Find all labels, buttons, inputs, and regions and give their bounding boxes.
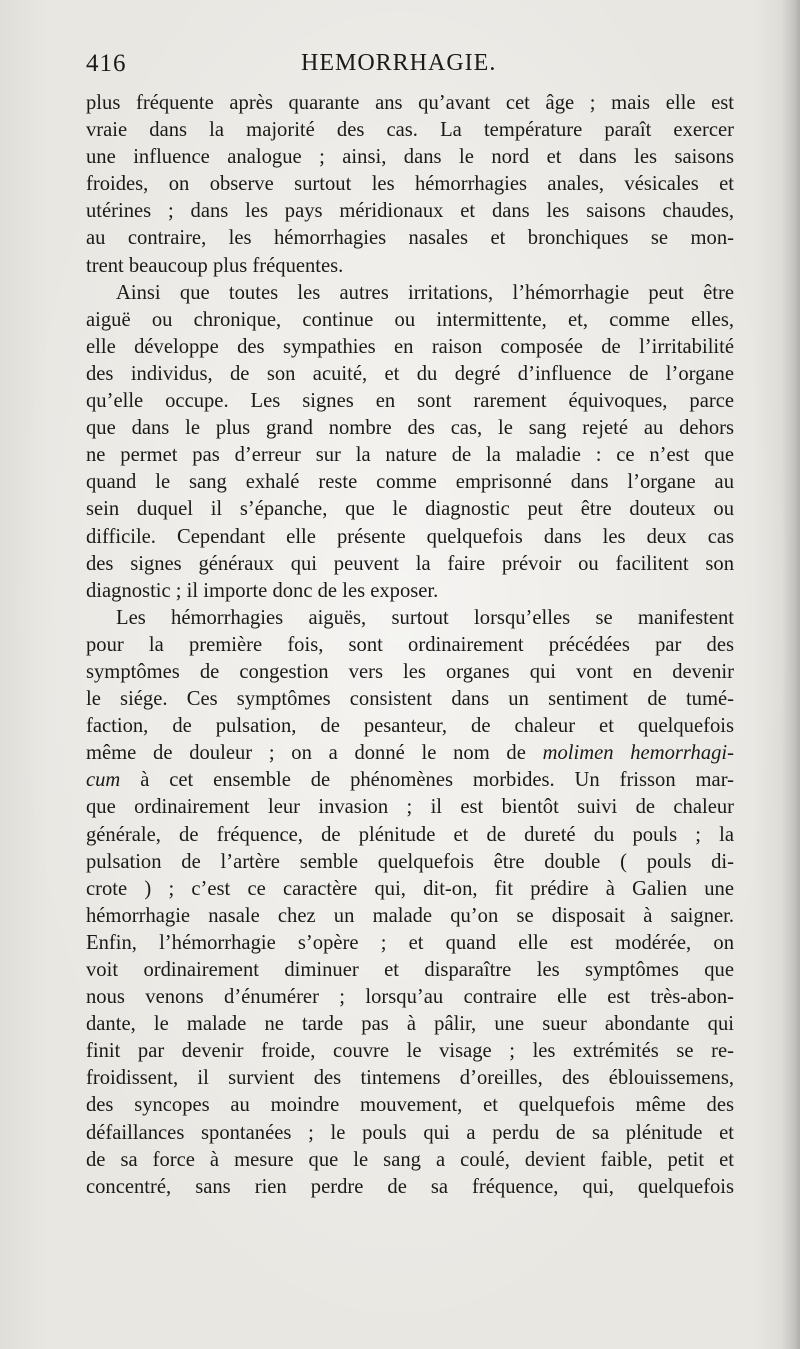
page-number: 416: [86, 50, 127, 77]
text-line: que ordinairement leur invasion ; il est bientôt suivi de chaleur: [86, 796, 734, 819]
text-line: diagnostic ; il importe donc de les exposer.: [86, 579, 439, 602]
text-line: nous venons d’énumérer ; lorsqu’au contraire elle est très-abon-: [86, 986, 734, 1009]
text-line: pulsation de l’artère semble quelquefois être double ( pouls di-: [86, 850, 734, 873]
text-line: sein duquel il s’épanche, que le diagnostic peut être douteux ou: [86, 498, 734, 521]
text-line: finit par devenir froide, couvre le visage ; les extrémités se re-: [86, 1040, 734, 1063]
italic-term: cum: [86, 769, 121, 792]
text-line: difficile. Cependant elle présente quelquefois dans les deux cas: [86, 525, 734, 548]
text-line: que dans le plus grand nombre des cas, le sang rejeté au dehors: [86, 417, 734, 440]
paragraph-first-line: Les hémorrhagies aiguës, surtout lorsqu’elles se manifestent: [116, 606, 734, 629]
text-line: hémorrhagie nasale chez un malade qu’on se disposait à saigner.: [86, 904, 734, 927]
text-segment: à cet ensemble de phénomènes morbides. Un frisson mar-: [140, 769, 734, 792]
text-line: des individus, de son acuité, et du degré d’influence de l’organe: [86, 362, 734, 385]
text-line: pour la première fois, sont ordinairement précédées par des: [86, 633, 734, 656]
text-line: utérines ; dans les pays méridionaux et dans les saisons chaudes,: [86, 200, 734, 223]
text-line: qu’elle occupe. Les signes en sont rarement équivoques, parce: [86, 390, 734, 413]
italic-term: molimen hemorrhagi-: [542, 742, 734, 765]
text-line: crote ) ; c’est ce caractère qui, dit-on, fit prédire à Galien une: [86, 877, 734, 900]
text-line: ne permet pas d’erreur sur la nature de la maladie : ce n’est que: [86, 444, 734, 467]
running-title: HEMORRHAGIE.: [301, 50, 497, 76]
text-line: des signes généraux qui peuvent la faire prévoir ou facilitent son: [86, 552, 734, 575]
text-line: de sa force à mesure que le sang a coulé, devient faible, petit et: [86, 1148, 734, 1171]
text-line: voit ordinairement diminuer et disparaître les symptômes que: [86, 959, 734, 981]
text-line: elle développe des sympathies en raison composée de l’irritabilité: [86, 335, 734, 358]
text-line: quand le sang exhalé reste comme emprisonné dans l’organe au: [86, 471, 734, 494]
text-line: froides, on observe surtout les hémorrhagies anales, vésicales et: [86, 173, 734, 196]
text-line: froidissent, il survient des tintemens d’oreilles, des éblouissemens,: [86, 1067, 734, 1090]
page-header: [86, 50, 740, 80]
text-line: concentré, sans rien perdre de sa fréquence, qui, quelquefois: [86, 1175, 734, 1198]
text-line: dante, le malade ne tarde pas à pâlir, une sueur abondante qui: [86, 1013, 734, 1036]
text-line: vraie dans la majorité des cas. La température paraît exercer: [86, 119, 734, 142]
text-line: plus fréquente après quarante ans qu’avant cet âge ; mais elle est: [86, 92, 734, 114]
text-line: au contraire, les hémorrhagies nasales et bronchiques se mon-: [86, 227, 734, 250]
text-line: aiguë ou chronique, continue ou intermittente, et, comme elles,: [86, 308, 734, 331]
text-line: trent beaucoup plus fréquentes.: [86, 254, 344, 277]
paragraph-first-line: Ainsi que toutes les autres irritations, l’hémorrhagie peut être: [116, 281, 734, 304]
text-line: des syncopes au moindre mouvement, et quelquefois même des: [86, 1094, 734, 1117]
text-line: générale, de fréquence, de plénitude et de dureté du pouls ; la: [86, 823, 734, 846]
text-line: faction, de pulsation, de pesanteur, de chaleur et quelquefois: [86, 715, 734, 738]
text-line-with-italic: [86, 740, 734, 767]
text-segment: même de douleur ; on a donné le nom de: [86, 742, 526, 765]
text-line: le siége. Ces symptômes consistent dans un sentiment de tumé-: [86, 688, 734, 711]
text-line: symptômes de congestion vers les organes qui vont en devenir: [86, 660, 734, 683]
body-text: [86, 90, 734, 1201]
page-edge-shadow: [782, 0, 800, 1349]
text-line-with-italic: [86, 767, 734, 794]
text-line: Enfin, l’hémorrhagie s’opère ; et quand elle est modérée, on: [86, 931, 734, 954]
text-line: une influence analogue ; ainsi, dans le nord et dans les saisons: [86, 146, 734, 169]
text-line: défaillances spontanées ; le pouls qui a perdu de sa plénitude et: [86, 1121, 734, 1144]
